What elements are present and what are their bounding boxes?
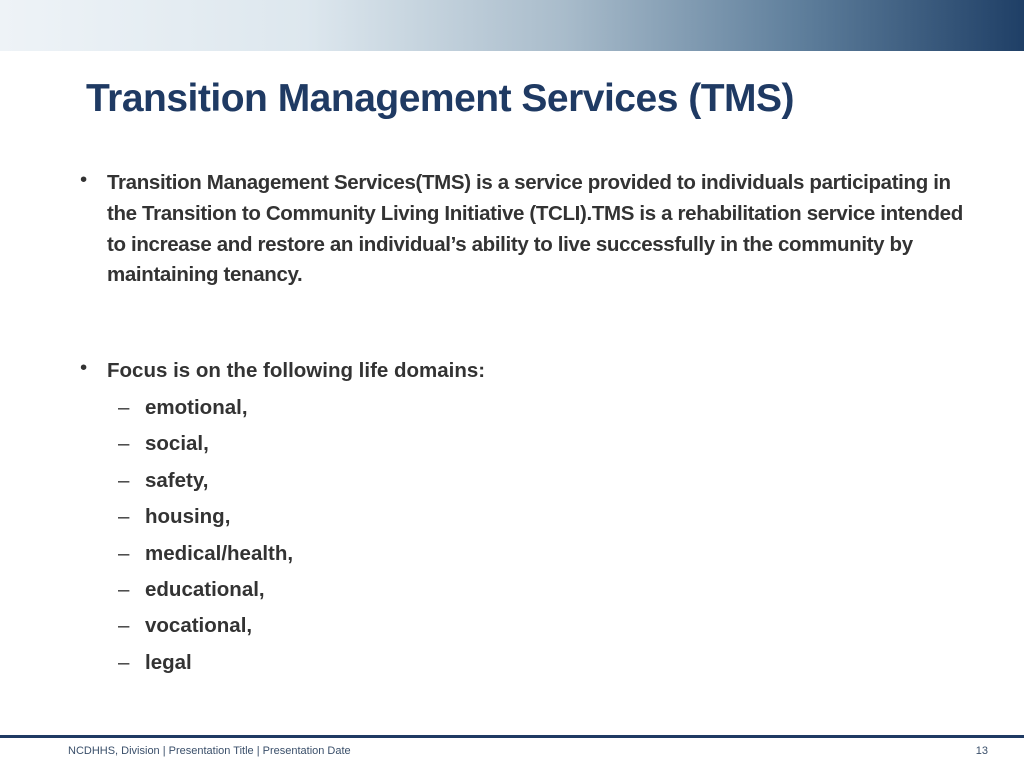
dash-marker: –	[118, 614, 130, 638]
dash-marker: –	[118, 468, 130, 492]
page-number: 13	[975, 745, 988, 757]
footer-text: NCDHHS, Division | Presentation Title | Presentation Date	[68, 745, 351, 757]
domain-label: legal	[145, 650, 192, 674]
domain-label: housing,	[145, 505, 231, 529]
dash-marker: –	[118, 541, 130, 565]
bullet-text: Focus is on the following life domains:	[107, 359, 486, 382]
footer-rule	[0, 735, 1024, 738]
dash-marker: –	[118, 432, 130, 456]
domain-label: medical/health,	[145, 541, 294, 565]
domain-label: vocational,	[145, 614, 253, 638]
bullet-marker: •	[80, 356, 88, 379]
dash-marker: –	[118, 650, 130, 674]
domain-label: educational,	[145, 577, 265, 601]
bullet-text: Transition Management Services(TMS) is a service provided to individuals participating in the Transition to Community Living Initiative (TCLI).TMS is a rehabilitation service intended to increase and restore an individual’s ability to live successfully in the community by maintaining tenancy.	[107, 171, 963, 287]
dash-marker: –	[118, 505, 130, 529]
domain-label: social,	[145, 432, 209, 456]
domain-label: safety,	[145, 468, 209, 492]
dash-marker: –	[118, 577, 130, 601]
dash-marker: –	[118, 396, 130, 419]
slide-title: Transition Management Services (TMS)	[86, 77, 795, 120]
domain-label: emotional,	[145, 396, 248, 419]
header-gradient-band	[0, 0, 1024, 51]
bullet-marker: •	[80, 168, 88, 191]
